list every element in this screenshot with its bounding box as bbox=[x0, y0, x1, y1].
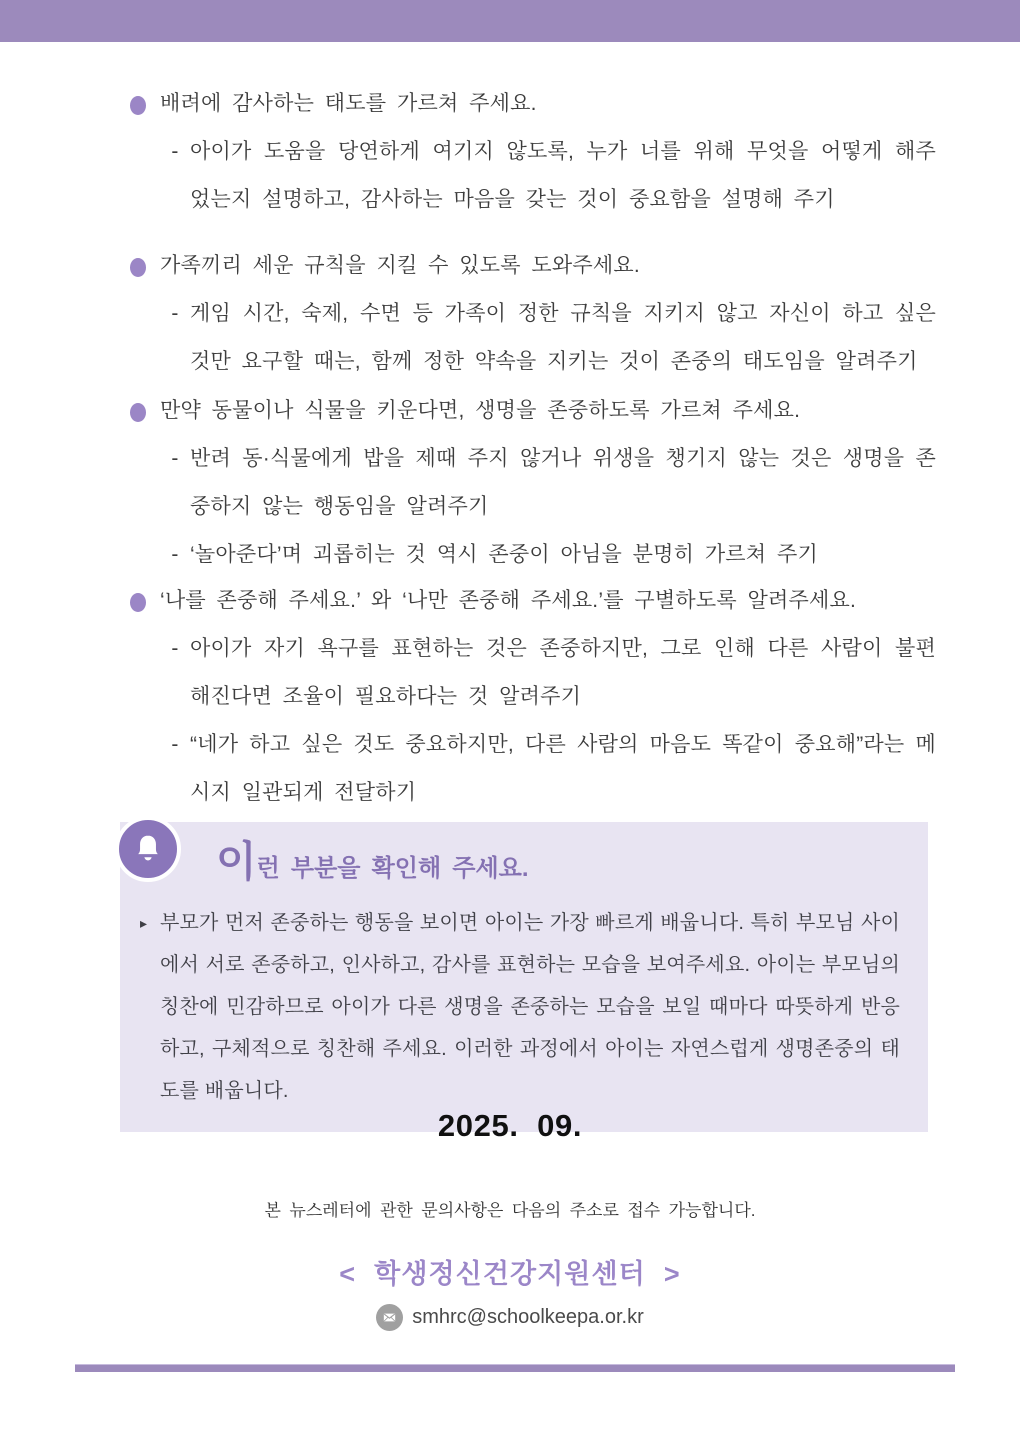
callout-title bbox=[120, 834, 928, 890]
bullet-group-2 bbox=[130, 242, 936, 386]
dash-bullet: - bbox=[171, 543, 179, 566]
callout-box bbox=[120, 822, 928, 1132]
bullet-heading bbox=[130, 577, 936, 625]
bullet-dot-icon bbox=[130, 96, 146, 115]
bullet-group-1 bbox=[130, 80, 936, 224]
bullet-subitem-text: 반려 동·식물에게 밥을 제때 주지 않거나 위생을 챙기지 않는 것은 생명을 존중하지 않는 행동임을 알려주기 bbox=[190, 447, 936, 518]
issue-date: 2025. 09. bbox=[437, 1108, 583, 1143]
bullet-subitem-text: “네가 하고 싶은 것도 중요하지만, 다른 사람의 마음도 똑같이 중요해”라는 메시지 일관되게 전달하기 bbox=[190, 733, 936, 804]
mail-icon bbox=[376, 1304, 403, 1331]
bullet-group-3 bbox=[130, 387, 936, 579]
callout-title-lead: 이 bbox=[216, 838, 257, 885]
bullet-subitem-text: 아이가 자기 욕구를 표현하는 것은 존중하지만, 그로 인해 다른 사람이 불편해진다면 조율이 필요하다는 것 알려주기 bbox=[190, 637, 936, 708]
dash-bullet: - bbox=[171, 302, 179, 325]
dash-bullet: - bbox=[171, 733, 179, 756]
bullet-heading-text: 배려에 감사하는 태도를 가르쳐 주세요. bbox=[160, 92, 537, 115]
callout-body-text: 부모가 먼저 존중하는 행동을 보이면 아이는 가장 빠르게 배웁니다. 특히 부모님 사이에서 서로 존중하고, 인사하고, 감사를 표현하는 모습을 보여주세요. 아이는 부모님의 칭찬에 민감하므로 아이가 다른 생명을 존중하는 모습을 보일 때마다 따뜻하게 반응하고, 구체적으로 칭찬해 주세요. 이러한 과정에서 아이는 자연스럽게 생명존중의 태도를 배웁니다. bbox=[160, 912, 900, 1102]
bullet-subitem bbox=[168, 531, 936, 579]
bullet-dot-icon bbox=[130, 403, 146, 422]
bullet-group-4 bbox=[130, 577, 936, 817]
bullet-subitem-text: 게임 시간, 숙제, 수면 등 가족이 정한 규칙을 지키지 않고 자신이 하고 싶은 것만 요구할 때는, 함께 정한 약속을 지키는 것이 존중의 태도임을 알려주기 bbox=[190, 302, 936, 373]
bullet-heading-text: 가족끼리 세운 규칙을 지킬 수 있도록 도와주세요. bbox=[160, 254, 640, 277]
bullet-heading bbox=[130, 242, 936, 290]
bullet-subitem bbox=[168, 128, 936, 224]
dash-bullet: - bbox=[171, 447, 179, 470]
bottom-accent-bar bbox=[75, 1364, 955, 1372]
bullet-subitem bbox=[168, 435, 936, 531]
bullet-subitem bbox=[168, 721, 936, 817]
bullet-subitem bbox=[168, 625, 936, 721]
bullet-heading-text: 만약 동물이나 식물을 키운다면, 생명을 존중하도록 가르쳐 주세요. bbox=[160, 399, 801, 422]
bullet-heading bbox=[130, 387, 936, 435]
contact-notice: 본 뉴스레터에 관한 문의사항은 다음의 주소로 접수 가능합니다. bbox=[264, 1201, 756, 1220]
callout-body bbox=[140, 902, 900, 1112]
top-accent-bar bbox=[0, 0, 1020, 42]
bullet-dot-icon bbox=[130, 593, 146, 612]
bullet-heading bbox=[130, 80, 936, 128]
bullet-dot-icon bbox=[130, 258, 146, 277]
callout-title-rest: 런 부분을 확인해 주세요. bbox=[256, 855, 529, 882]
organization-name: < 학생정신건강지원센터 > bbox=[339, 1259, 681, 1289]
bullet-subitem-text: 아이가 도움을 당연하게 여기지 않도록, 누가 너를 위해 무엇을 어떻게 해주었는지 설명하고, 감사하는 마음을 갖는 것이 중요함을 설명해 주기 bbox=[190, 140, 936, 211]
email-row bbox=[0, 1304, 1020, 1331]
bullet-subitem-text: ‘놀아준다’며 괴롭히는 것 역시 존중이 아님을 분명히 가르쳐 주기 bbox=[190, 543, 818, 566]
dash-bullet: - bbox=[171, 637, 179, 660]
bullet-subitem bbox=[168, 290, 936, 386]
dash-bullet: - bbox=[171, 140, 179, 163]
bell-icon bbox=[115, 816, 181, 882]
arrow-bullet-icon: ▸ bbox=[140, 915, 148, 931]
email-address: smhrc@schoolkeepa.or.kr bbox=[412, 1306, 644, 1328]
bullet-heading-text: ‘나를 존중해 주세요.’ 와 ‘나만 존중해 주세요.’를 구별하도록 알려주세요. bbox=[160, 589, 857, 612]
